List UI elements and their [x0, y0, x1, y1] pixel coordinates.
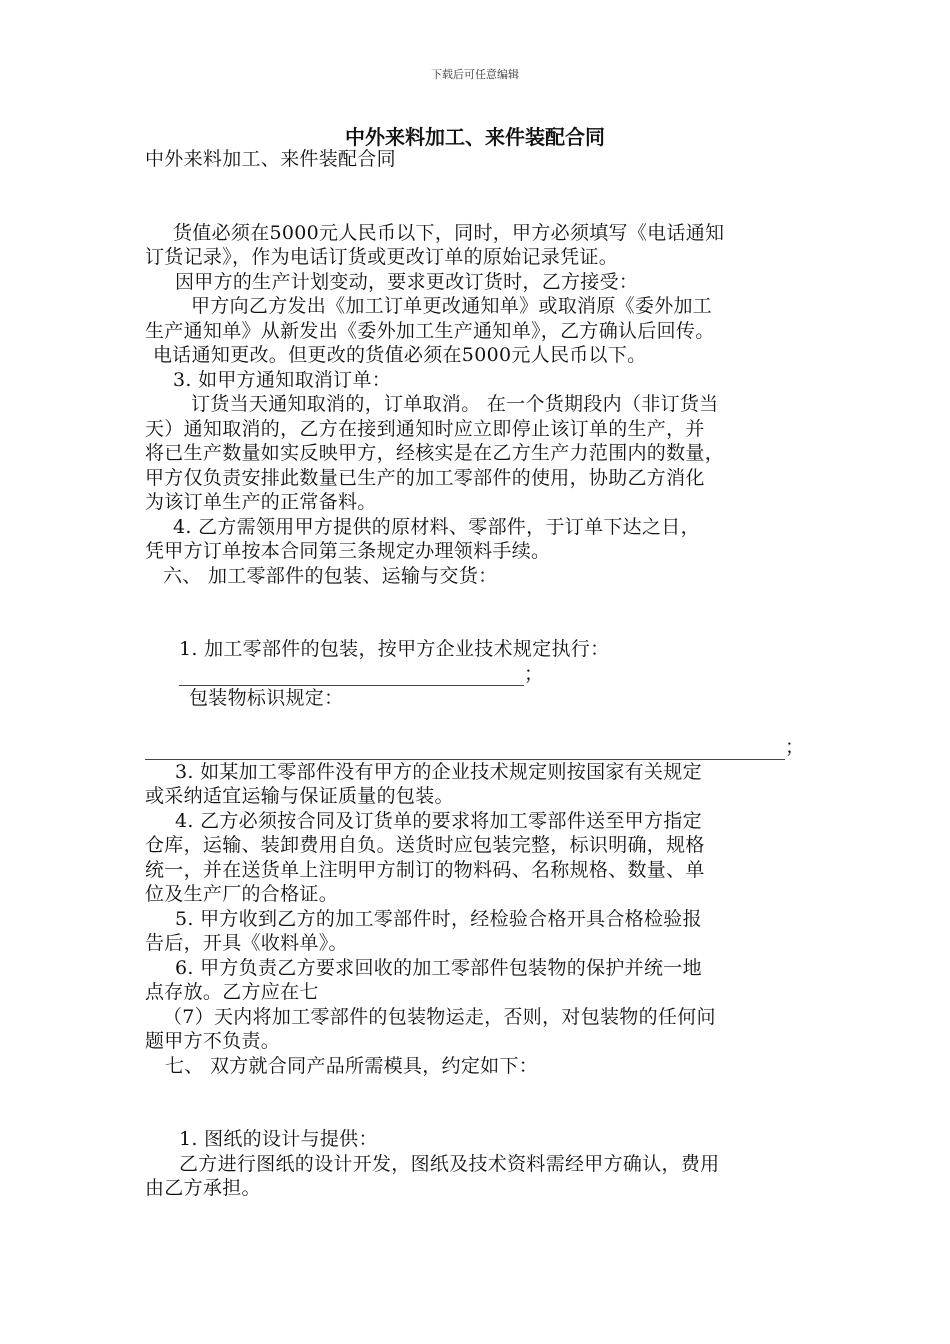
paragraph-line: 5. 甲方收到乙方的加工零部件时，经检验合格开具合格检验报: [175, 907, 702, 930]
section-heading: 七、 双方就合同产品所需模具，约定如下：: [165, 1054, 539, 1077]
paragraph-line: 将已生产数量如实反映甲方，经核实是在乙方生产力范围内的数量，: [145, 442, 725, 464]
paragraph-line: 位及生产厂的合格证。: [145, 883, 339, 905]
header-note: 下载后可任意编辑: [431, 68, 519, 81]
paragraph-line: 生产通知单》从新发出《委外加工生产通知单》，乙方确认后回传。: [145, 319, 715, 342]
paragraph-line: 4. 乙方必须按合同及订货单的要求将加工零部件送至甲方指定: [175, 809, 702, 832]
document-title: 中外来料加工、来件装配合同: [345, 125, 605, 149]
paragraph-line: 统一，并在送货单上注明甲方制订的物料码、名称规格、数量、单: [145, 858, 705, 881]
paragraph-line: 4. 乙方需领用甲方提供的原材料、零部件，于订单下达之日，: [173, 515, 700, 538]
paragraph-line: 天）通知取消的，乙方在接到通知时应立即停止该订单的生产，并: [145, 417, 705, 440]
paragraph-line: 6. 甲方负责乙方要求回收的加工零部件包装物的保护并统一地: [175, 956, 702, 979]
fill-in-line: ；: [145, 735, 810, 760]
paragraph-line: 订货记录》，作为电话订货或更改订单的原始记录凭证。: [145, 246, 619, 268]
paragraph-line: 乙方进行图纸的设计开发，图纸及技术资料需经甲方确认，费用: [179, 1152, 720, 1175]
blank-line[interactable]: [145, 741, 785, 760]
document-body: [145, 147, 810, 1201]
clause-heading: 1. 加工零部件的包装，按甲方企业技术规定执行：: [179, 638, 610, 660]
subtitle: 中外来料加工、来件装配合同: [145, 148, 396, 170]
clause-heading: 3. 如甲方通知取消订单：: [173, 368, 392, 391]
paragraph-line: 或采纳适宜运输与保证质量的包装。: [145, 785, 454, 807]
fill-in-line: ；: [145, 662, 810, 687]
paragraph-line: 告后，开具《收料单》。: [145, 932, 348, 954]
clause-heading: 1. 图纸的设计与提供：: [179, 1128, 378, 1150]
paragraph-line: 题甲方不负责。: [145, 1030, 281, 1052]
paragraph-line: 由乙方承担。: [145, 1177, 261, 1199]
paragraph-line: 甲方仅负责安排此数量已生产的加工零部件的使用，协助乙方消化: [145, 466, 705, 489]
section-heading: 六、 加工零部件的包装、运输与交货：: [163, 564, 498, 587]
paragraph-line: 点存放。乙方应在七: [145, 981, 319, 1003]
paragraph-line: 凭甲方订单按本合同第三条规定办理领料手续。: [145, 540, 551, 562]
blank-line[interactable]: [179, 667, 524, 686]
paragraph-line: 因甲方的生产计划变动，要求更改订货时，乙方接受：: [175, 270, 639, 293]
paragraph-line: 货值必须在5000元人民币以下，同时，甲方必须填写《电话通知: [173, 221, 725, 244]
paragraph-line: 电话通知更改。但更改的货值必须在5000元人民币以下。: [153, 344, 647, 366]
paragraph-line: 仓库，运输、装卸费用自负。送货时应包装完整，标识明确，规格: [145, 834, 705, 856]
paragraph-line: 甲方向乙方发出《加工订单更改通知单》或取消原《委外加工: [191, 295, 713, 317]
paragraph-line: 订货当天通知取消的，订单取消。 在一个货期段内（非订货当: [191, 393, 719, 415]
paragraph-line: 包装物标识规定：: [189, 687, 344, 709]
paragraph-line: （7）天内将加工零部件的包装物运走，否则，对包装物的任何问: [163, 1005, 716, 1028]
paragraph-line: 3. 如某加工零部件没有甲方的企业技术规定则按国家有关规定: [175, 760, 702, 783]
paragraph-line: 为该订单生产的正常备料。: [145, 491, 377, 513]
